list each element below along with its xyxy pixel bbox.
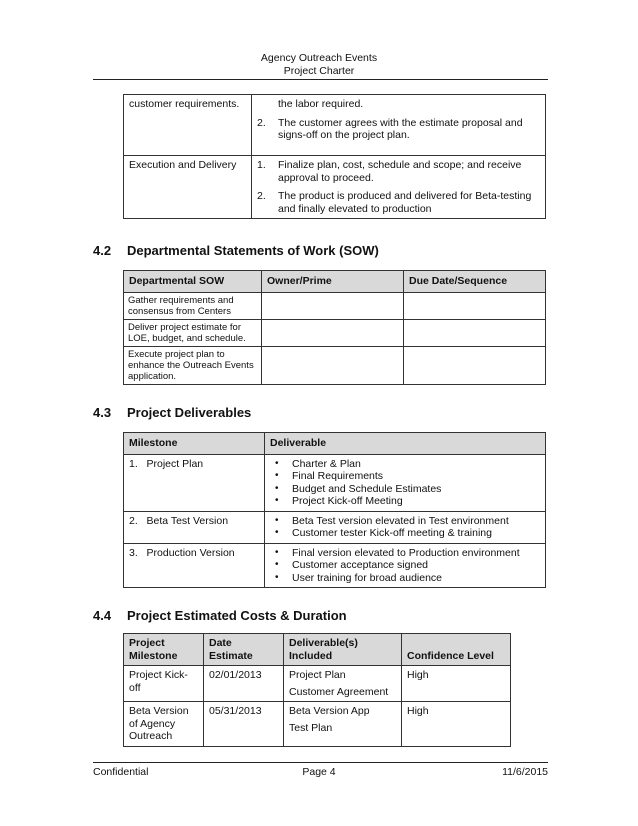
footer-page-number: Page 4 bbox=[302, 766, 336, 778]
table-row bbox=[124, 702, 511, 747]
milestone-cell: Project Kick-off bbox=[124, 666, 204, 702]
list-item: • Customer tester Kick-off meeting & training bbox=[292, 527, 540, 540]
deliverable-line: Test Plan bbox=[289, 721, 333, 734]
step-item bbox=[257, 159, 540, 184]
list-item: • Final Requirements bbox=[292, 470, 540, 483]
milestone-cell: Beta Version of Agency Outreach bbox=[124, 702, 204, 747]
phase-cell: customer requirements. bbox=[124, 95, 252, 156]
section-title: Departmental Statements of Work (SOW) bbox=[127, 243, 379, 258]
table-row bbox=[124, 666, 511, 702]
column-header: Deliverable(s) Included bbox=[284, 634, 402, 666]
sow-cell: Deliver project estimate for LOE, budget, and schedule. bbox=[124, 319, 262, 346]
page-header bbox=[0, 52, 638, 78]
section-heading-sow bbox=[93, 243, 379, 258]
deliverable-list bbox=[270, 458, 540, 508]
table-header-row bbox=[124, 634, 511, 666]
header-rule bbox=[93, 79, 548, 80]
deliverables-cell bbox=[284, 702, 402, 747]
deliverable-list bbox=[270, 515, 540, 540]
section-heading-costs bbox=[93, 608, 347, 623]
table-row bbox=[124, 156, 546, 219]
owner-cell bbox=[262, 346, 404, 384]
phase-cell: Execution and Delivery bbox=[124, 156, 252, 219]
due-date-cell bbox=[404, 319, 546, 346]
phase-steps-cell bbox=[252, 95, 546, 156]
list-item: • Project Kick-off Meeting bbox=[292, 495, 540, 508]
sow-table bbox=[123, 270, 546, 385]
confidence-cell: High bbox=[402, 702, 511, 747]
list-item: • Final version elevated to Production environment bbox=[292, 547, 540, 560]
list-item: • User training for broad audience bbox=[292, 572, 540, 585]
phase-steps-cell bbox=[252, 156, 546, 219]
column-header: Confidence Level bbox=[402, 634, 511, 666]
step-number: 2. bbox=[257, 116, 266, 129]
milestone-cell: 1. Project Plan bbox=[124, 454, 265, 511]
column-header: Date Estimate bbox=[204, 634, 284, 666]
deliverables-cell bbox=[284, 666, 402, 702]
due-date-cell bbox=[404, 292, 546, 319]
column-header: Departmental SOW bbox=[124, 271, 262, 293]
sow-cell: Execute project plan to enhance the Outreach Events application. bbox=[124, 346, 262, 384]
table-row bbox=[124, 346, 546, 384]
list-item: • Budget and Schedule Estimates bbox=[292, 483, 540, 496]
step-number: 1. bbox=[257, 159, 266, 171]
deliverable-line: Customer Agreement bbox=[289, 685, 389, 698]
table-row bbox=[124, 511, 546, 543]
column-header: Milestone bbox=[124, 433, 265, 455]
section-number: 4.2 bbox=[93, 243, 112, 258]
list-item: • Customer acceptance signed bbox=[292, 559, 540, 572]
step-text: The product is produced and delivered for Beta-testing and finally elevated to production bbox=[278, 190, 532, 215]
step-text: the labor required. bbox=[278, 98, 364, 110]
deliverable-line: Beta Version App bbox=[289, 705, 370, 717]
footer-confidential: Confidential bbox=[93, 766, 149, 778]
due-date-cell bbox=[404, 346, 546, 384]
column-header: Deliverable bbox=[265, 433, 546, 455]
header-subtitle: Project Charter bbox=[283, 65, 355, 77]
column-header: Due Date/Sequence bbox=[404, 271, 546, 293]
deliverable-cell bbox=[265, 543, 546, 588]
sow-cell: Gather requirements and consensus from Centers bbox=[124, 292, 262, 319]
section-heading-deliverables bbox=[93, 405, 251, 420]
milestone-cell: 3. Production Version bbox=[124, 543, 265, 588]
table-row bbox=[124, 319, 546, 346]
column-header: Project Milestone bbox=[124, 634, 204, 666]
header-title: Agency Outreach Events bbox=[260, 52, 378, 64]
milestone-cell: 2. Beta Test Version bbox=[124, 511, 265, 543]
deliverable-cell bbox=[265, 511, 546, 543]
table-header-row bbox=[124, 433, 546, 455]
step-item bbox=[257, 117, 540, 142]
section-number: 4.3 bbox=[93, 405, 112, 420]
deliverables-table bbox=[123, 432, 546, 588]
costs-table bbox=[123, 633, 511, 747]
section-number: 4.4 bbox=[93, 608, 112, 623]
table-row bbox=[124, 543, 546, 588]
date-cell: 02/01/2013 bbox=[204, 666, 284, 702]
list-item: • Beta Test version elevated in Test environment bbox=[292, 515, 540, 528]
step-item bbox=[257, 190, 540, 215]
deliverable-list bbox=[270, 547, 540, 585]
table-header-row bbox=[124, 271, 546, 293]
step-text: Finalize plan, cost, schedule and scope; and receive approval to proceed. bbox=[278, 159, 522, 184]
date-cell: 05/31/2013 bbox=[204, 702, 284, 747]
table-row bbox=[124, 95, 546, 156]
confidence-cell: High bbox=[402, 666, 511, 702]
footer-date: 11/6/2015 bbox=[502, 766, 548, 778]
table-row bbox=[124, 454, 546, 511]
owner-cell bbox=[262, 319, 404, 346]
section-title: Project Deliverables bbox=[127, 405, 252, 420]
deliverable-cell bbox=[265, 454, 546, 511]
owner-cell bbox=[262, 292, 404, 319]
step-text: The customer agrees with the estimate proposal and signs-off on the project plan. bbox=[278, 116, 523, 141]
step-number: 2. bbox=[257, 190, 266, 202]
section-title: Project Estimated Costs & Duration bbox=[127, 608, 347, 623]
list-item: • Charter & Plan bbox=[292, 458, 540, 471]
table-row bbox=[124, 292, 546, 319]
phase-table bbox=[123, 94, 546, 219]
column-header: Owner/Prime bbox=[262, 271, 404, 293]
footer-rule bbox=[93, 762, 548, 763]
deliverable-line: Project Plan bbox=[289, 669, 346, 681]
